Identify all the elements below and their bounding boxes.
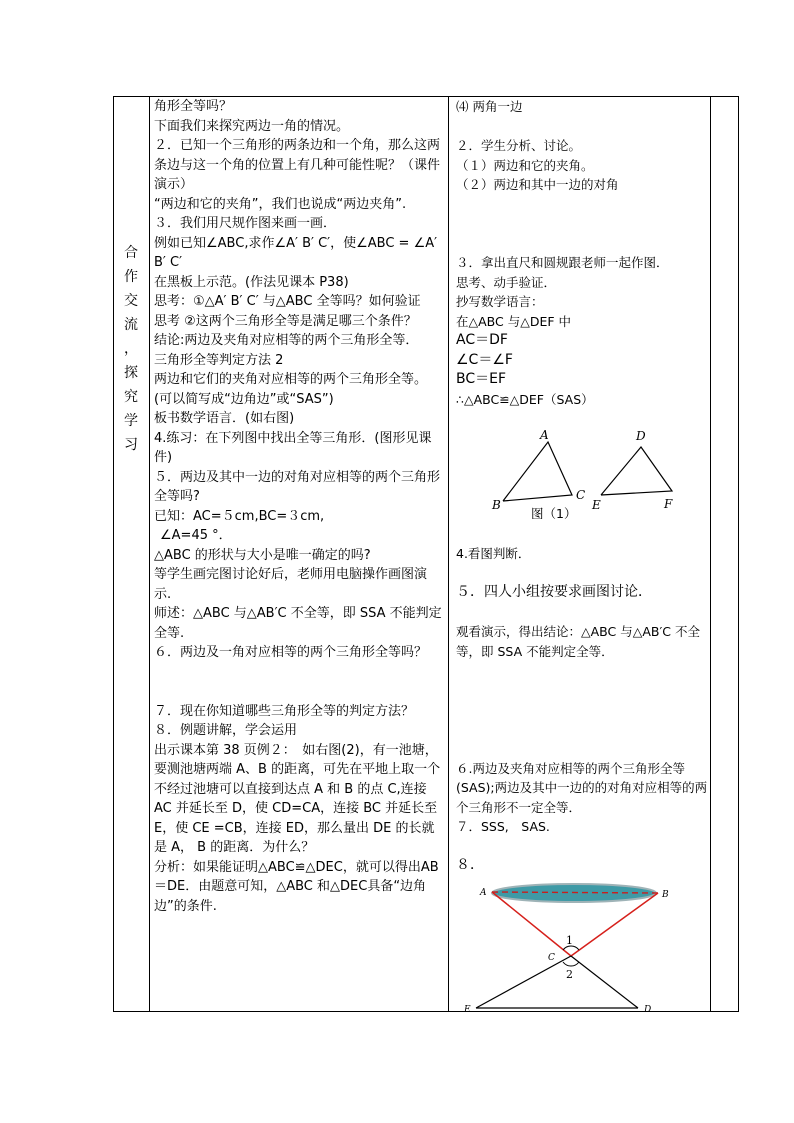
angle-label-1: 1: [566, 933, 573, 947]
line-cd: [571, 956, 638, 1008]
text-line: 板书数学语言．(如右图): [154, 411, 295, 426]
text-line: ６.两边及夹角对应相等的两个三角形全等(SAS);两边及其中一边的的对角对应相等的两个三角形不一定全等．: [456, 760, 708, 815]
stage-char: 交: [124, 293, 139, 309]
text-line: BC＝EF: [456, 371, 507, 387]
label-d: D: [644, 1004, 652, 1015]
text-line: ３．我们用尺规作图来画一画．: [154, 216, 337, 231]
text-line: 出示课本第 38 页例２： 如右图(2)，有一池塘，要测池塘两端 A、B 的距离，可先在平地上取一个不经过池塘可以直接到达点 A 和 B 的点 C,连接 AC 并延长至 D，使 CD=CA，连接 BC 并延长至 E，使 CE =CB，连接 ED，那么量出 DE 的长就是 A， B 的距离．为什么？: [154, 742, 441, 855]
student-activity-column: [456, 97, 708, 1021]
text-line: 4.看图判断．: [456, 546, 531, 561]
lesson-table: [113, 96, 739, 1015]
text-line: 已知：AC=５cm,BC=３cm,: [154, 508, 325, 524]
text-line: AC＝DF: [456, 332, 508, 348]
text-line: 等学生画完图讨论好后，老师用电脑操作画图演示.: [154, 567, 428, 602]
text-line: ６．两边及一角对应相等的两个三角形全等吗？: [154, 645, 428, 660]
text-line: △ABC 的形状与大小是唯一确定的吗?: [154, 547, 371, 563]
text-line: ⑷ 两角一边: [456, 99, 523, 114]
col-divider-2: [448, 97, 449, 1011]
text-line: 思考 ②这两个三角形全等是满足哪三个条件？: [154, 313, 417, 329]
col-divider-1: [149, 97, 150, 1011]
text-line: ８．: [456, 857, 484, 873]
figure-1-caption: 图（1）: [531, 506, 577, 519]
stage-char: ，: [124, 341, 139, 357]
text-line: ∠A=45 °．: [160, 528, 232, 543]
label-a: A: [540, 428, 549, 442]
line-ce: [476, 956, 571, 1008]
text-line: ∴△ABC≌△DEF（SAS）: [456, 391, 594, 407]
label-a: A: [480, 887, 487, 898]
stage-char: 探: [124, 365, 139, 381]
col-divider-3: [710, 97, 711, 1011]
text-line: 角形全等吗？: [154, 99, 233, 114]
text-line: 4.练习：在下列图中找出全等三角形．(图形见课件): [154, 430, 432, 465]
text-line: ８．例题讲解，学会运用: [154, 723, 298, 738]
text-line: 师述：△ABC 与△AB′C 不全等，即 SSA 不能判定全等.: [154, 606, 442, 641]
text-line: 在△ABC 与△DEF 中: [456, 313, 572, 329]
text-line: ∠C＝∠F: [456, 351, 513, 368]
stage-char: 作: [124, 269, 139, 285]
text-line: ３．拿出直尺和圆规跟老师一起作图．: [456, 255, 669, 270]
text-line: 结论:两边及夹角对应相等的两个三角形全等．: [154, 333, 419, 348]
text-line: 在黑板上示范。(作法见课本 P38): [154, 274, 349, 290]
triangle-abc: [503, 442, 572, 501]
stage-label: [114, 241, 149, 457]
stage-char: 究: [124, 389, 139, 405]
teacher-activity-column: [154, 97, 444, 916]
text-line: 例如已知∠ABC,求作∠A′ B′ C′，使∠ABC = ∠A′ B′ C′: [154, 235, 438, 270]
text-line: ７．SSS, SAS.: [456, 819, 550, 834]
stage-char: 习: [124, 437, 139, 453]
label-c: C: [576, 488, 586, 502]
text-line: 思考：①△A′ B′ C′ 与△ABC 全等吗？如何验证: [154, 294, 421, 309]
stage-char: 学: [124, 413, 139, 429]
text-line: （２）两边和其中一边的对角: [456, 177, 619, 192]
label-c: C: [548, 952, 555, 963]
text-line: 三角形全等判定方法 2: [154, 352, 284, 368]
figure-2-pond: [456, 876, 708, 1016]
triangle-def: [601, 447, 672, 495]
text-line: 观看演示，得出结论：△ABC 与△AB′C 不全等，即 SSA 不能判定全等．: [456, 624, 701, 659]
stage-char: 合: [124, 245, 139, 261]
label-d: D: [636, 429, 646, 443]
label-b: B: [662, 889, 669, 900]
ab-dashed-line: [492, 892, 658, 893]
text-line: 两边和它们的夹角对应相等的两个三角形全等。(可以简写成“边角边”或“SAS”): [154, 372, 428, 407]
text-line: 下面我们来探究两边一角的情况。: [154, 118, 350, 134]
text-line: ５．两边及其中一边的对角对应相等的两个三角形全等吗?: [154, 469, 441, 504]
text-line: ２．学生分析、讨论。: [456, 138, 582, 153]
label-b: B: [492, 498, 501, 512]
text-line: 思考、动手验证．: [456, 274, 557, 290]
figure-1-triangles: [456, 409, 708, 519]
angle-label-2: 2: [566, 967, 573, 981]
text-line: 抄写数学语言：: [456, 294, 544, 309]
text-line: ７．现在你知道哪些三角形全等的判定方法？: [154, 703, 415, 719]
label-e: E: [464, 1004, 471, 1015]
stage-label-column: [114, 97, 149, 1011]
text-line: 分析：如果能证明△ABC≌△DEC，就可以得出AB＝DE．由题意可知，△ABC 和△DEC具备“边角边”的条件.: [154, 859, 439, 914]
stage-char: 流: [124, 317, 139, 333]
label-f: F: [664, 497, 673, 511]
text-line: ５．四人小组按要求画图讨论．: [456, 584, 652, 600]
text-line: （１）两边和它的夹角。: [456, 157, 594, 173]
label-e: E: [592, 498, 601, 512]
text-line: “两边和它的夹角”，我们也说成“两边夹角”.: [154, 196, 407, 212]
text-line: ２．已知一个三角形的两条边和一个角，那么这两条边与这一个角的位置上有几种可能性呢？（课件演示）: [154, 138, 441, 192]
angle-2-arc: [563, 962, 579, 966]
